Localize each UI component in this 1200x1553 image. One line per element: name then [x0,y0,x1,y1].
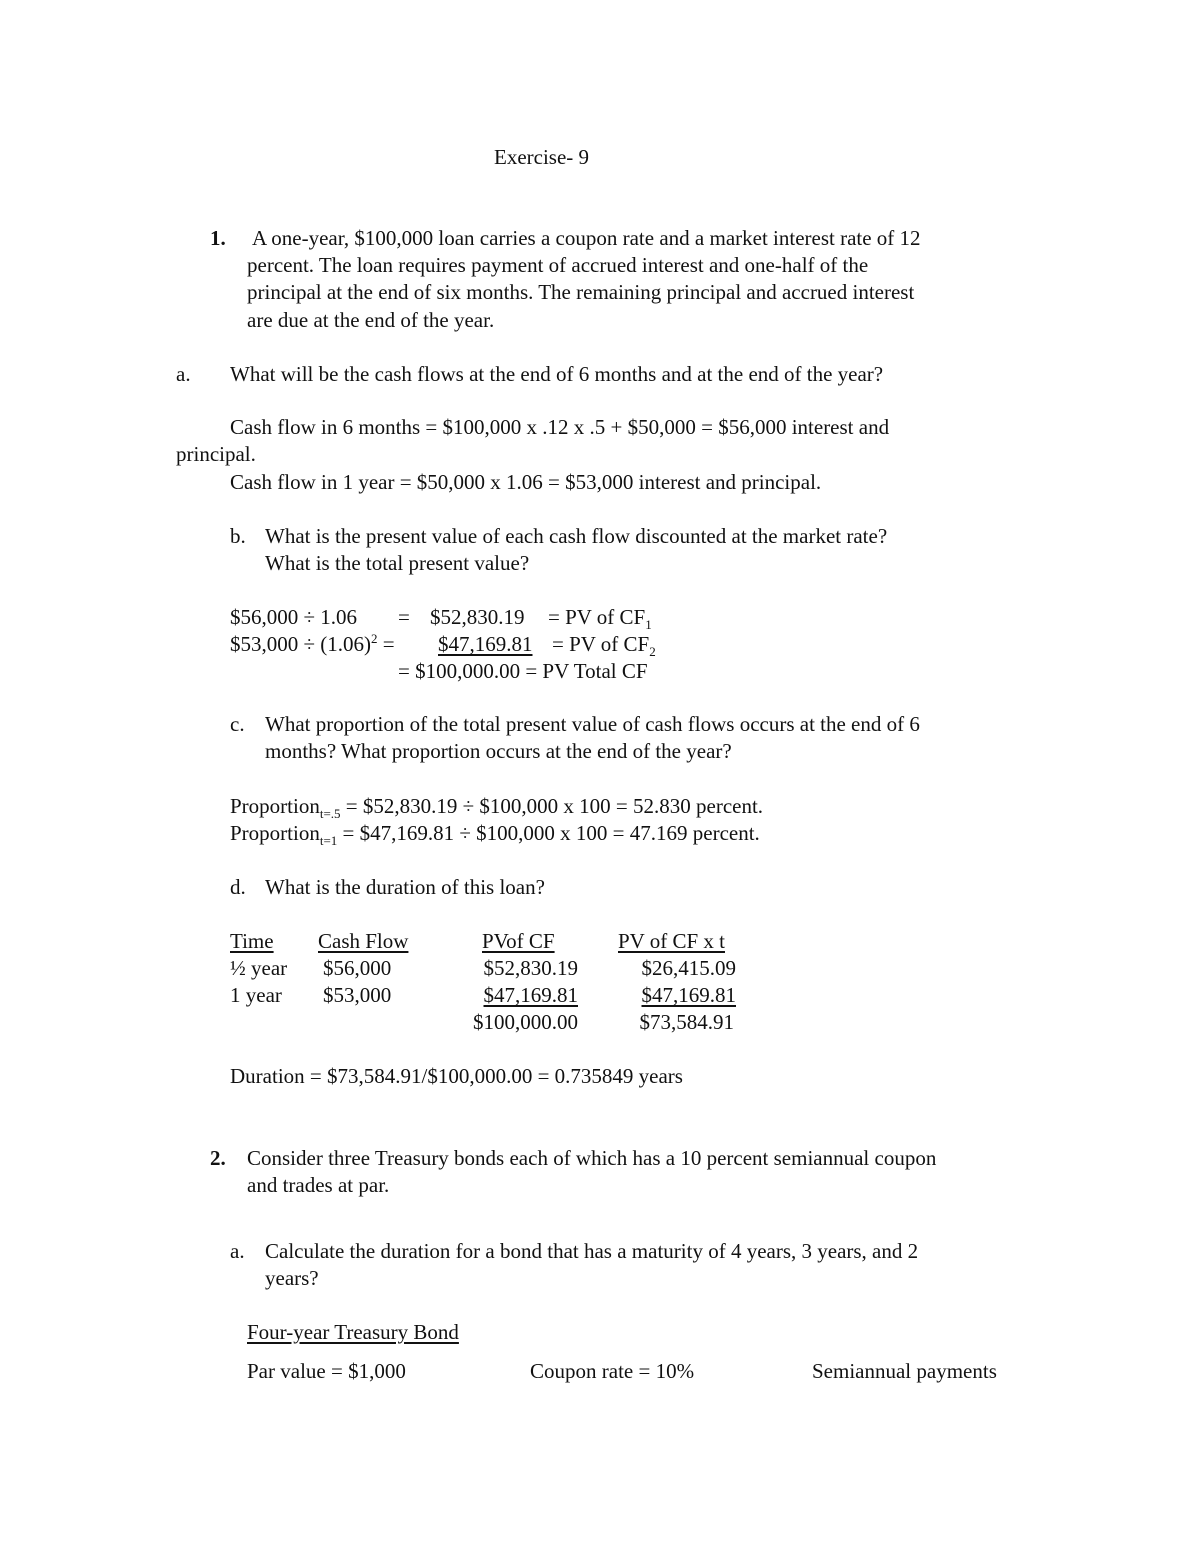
question-1-line-4: are due at the end of the year. [247,308,495,332]
part-d-question: What is the duration of this loan? [265,875,545,899]
part-b-label: b. [230,524,246,548]
q2-part-a-label: a. [230,1239,245,1263]
table-total-pv: $100,000.00 [473,1010,578,1034]
pv-row-1-label: = PV of $CF_1$ [548,605,652,633]
table-row-1-pv-x-t: $26,415.09 [641,956,736,980]
table-header-time: Time [230,929,274,953]
question-1-number: 1. [210,226,226,250]
pv-row-2-value: $47,169.81 [438,632,533,656]
question-1-line-1: A one-year, $100,000 loan carries a coupon rate and a market interest rate of 12 [252,226,921,250]
part-a-answer-1-cont: principal. [176,442,256,466]
part-b-question-1: What is the present value of each cash flow discounted at the market rate? [265,524,888,548]
four-year-bond-heading: Four-year Treasury Bond [247,1320,459,1344]
proportion-half-year: Proportion$_{t=.5}$ = $52,830.19 ÷ $100,000 x 100 = 52.830 percent. [230,794,764,822]
pv-row-1-subscript: 1 [645,617,652,633]
pv-row-2-subscript: 2 [649,644,656,660]
table-row-1-pv: $52,830.19 [483,956,578,980]
pv-total: = $100,000.00 = PV Total CF [398,659,648,683]
proportion-one-year: Proportion$_{t=1}$ = $47,169.81 ÷ $100,000 x 100 = 47.169 percent. [230,821,760,849]
part-b-question-2: What is the total present value? [265,551,530,575]
q2-part-a-question-2: years? [265,1266,319,1290]
duration-result: Duration = $73,584.91/$100,000.00 = 0.735849 years [230,1064,683,1088]
table-row-2-time: 1 year [230,983,282,1007]
proportion-half-year-subscript: t=.5 [319,806,341,822]
table-header-pv-of-cf-x-t: PV of CF x t [618,929,725,953]
pv-row-1-expression: $56,000 ÷ 1.06 [230,605,358,629]
table-row-1-cash-flow: $56,000 [323,956,392,980]
question-1-line-3: principal at the end of six months. The remaining principal and accrued interest [247,280,915,304]
table-row-2-cash-flow: $53,000 [323,983,392,1007]
part-c-question-1: What proportion of the total present value of cash flows occurs at the end of 6 [265,712,920,736]
pv-row-2-expression: $53,000 ÷ $(1.06)^2$ = [230,631,395,656]
question-1-line-2: percent. The loan requires payment of accrued interest and one-half of the [247,253,869,277]
part-a-label: a. [176,362,191,386]
proportion-one-year-subscript: t=1 [319,833,338,849]
semiannual-payments: Semiannual payments [812,1359,997,1383]
table-row-1-time: ½ year [230,956,288,980]
part-a-answer-2: Cash flow in 1 year = $50,000 x 1.06 = $53,000 interest and principal. [230,470,822,494]
table-total-pv-x-t: $73,584.91 [639,1010,734,1034]
coupon-rate: Coupon rate = 10% [530,1359,695,1383]
part-a-question: What will be the cash flows at the end of 6 months and at the end of the year? [230,362,884,386]
question-2-line-1: Consider three Treasury bonds each of which has a 10 percent semiannual coupon [247,1146,937,1170]
table-row-2-pv-x-t: $47,169.81 [641,983,736,1007]
pv-row-1-value: $52,830.19 [430,605,525,629]
part-c-question-2: months? What proportion occurs at the end of the year? [265,739,732,763]
table-header-pv-of-cf: PVof CF [482,929,555,953]
q2-part-a-question-1: Calculate the duration for a bond that has a maturity of 4 years, 3 years, and 2 [265,1239,919,1263]
part-c-label: c. [230,712,245,736]
table-header-cash-flow: Cash Flow [318,929,409,953]
table-row-2-pv: $47,169.81 [483,983,578,1007]
part-d-label: d. [230,875,246,899]
pv-row-2-label: = PV of $CF_2$ [552,632,656,660]
par-value: Par value = $1,000 [247,1359,406,1383]
question-2-number: 2. [210,1146,226,1170]
page-title: Exercise- 9 [494,145,590,169]
question-2-line-2: and trades at par. [247,1173,390,1197]
part-a-answer-1: Cash flow in 6 months = $100,000 x .12 x .5 + $50,000 = $56,000 interest and [230,415,890,439]
pv-row-1-equals: = [398,605,410,629]
pv-row-2-superscript: 2 [371,631,378,646]
